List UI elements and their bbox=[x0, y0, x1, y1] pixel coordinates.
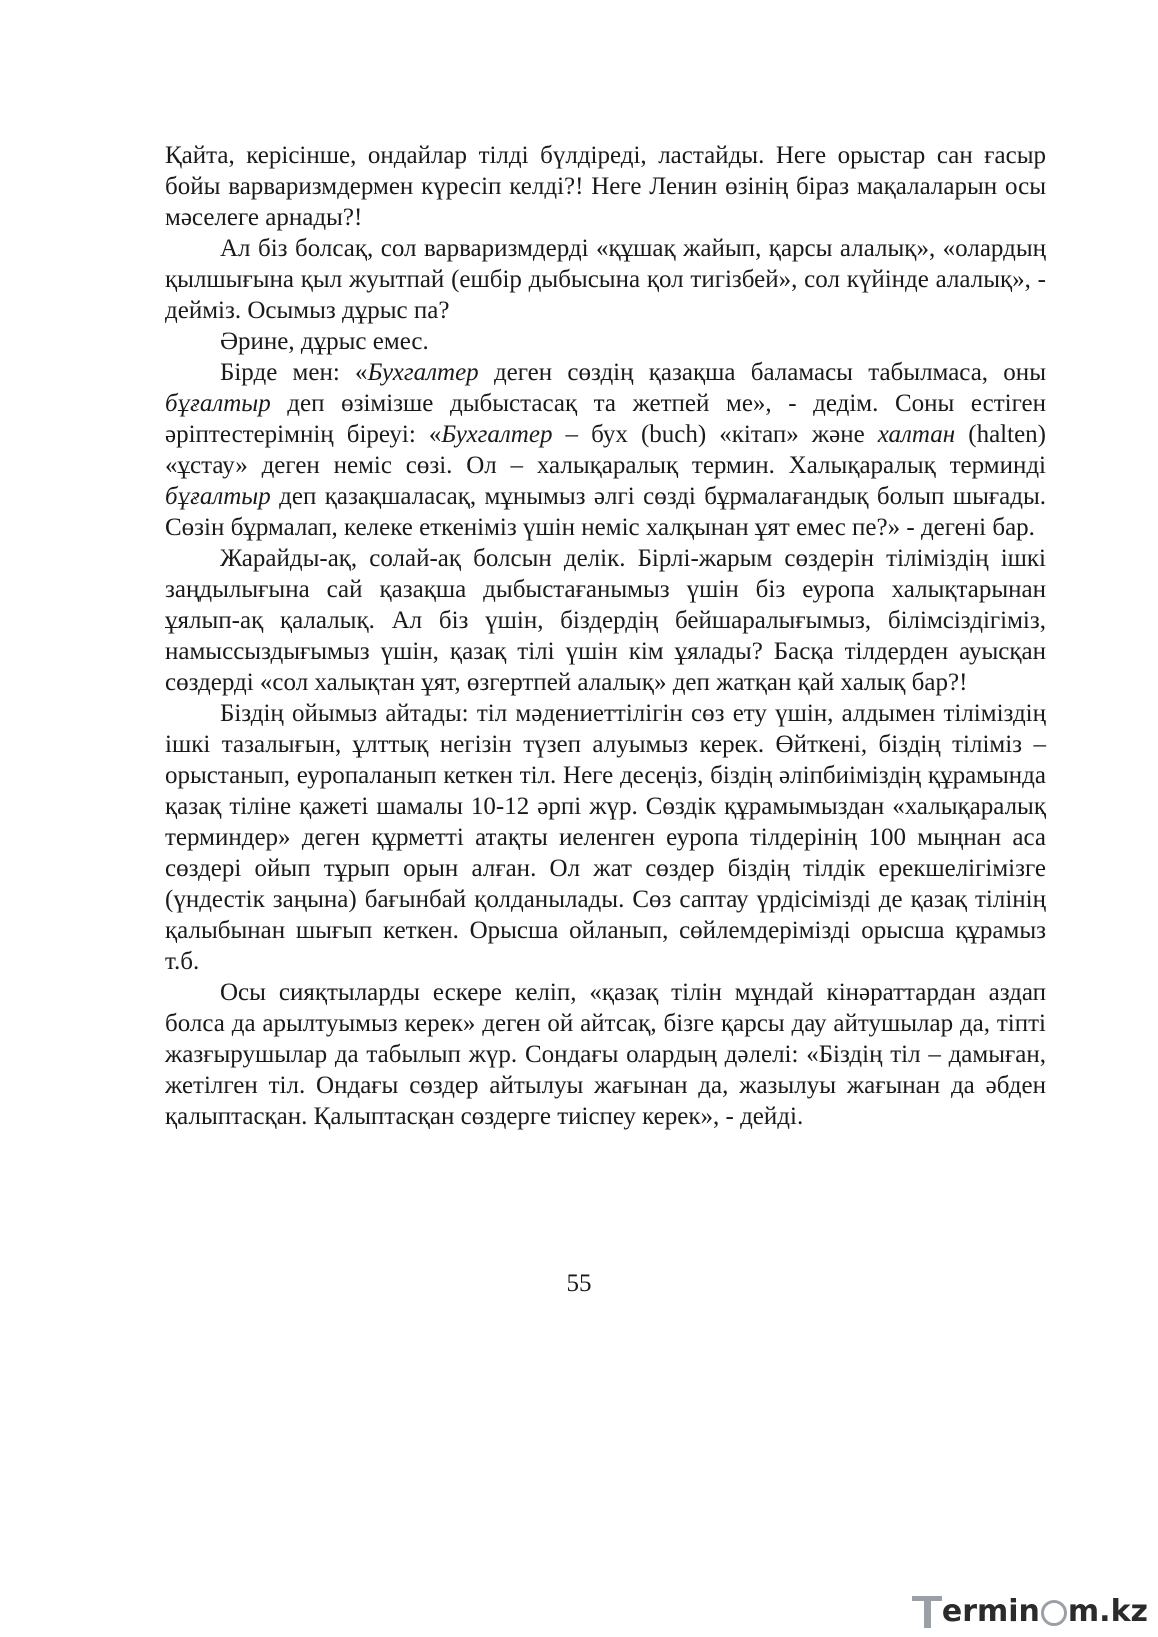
paragraph bbox=[165, 543, 1046, 698]
text-segment: Біздің ойымыз айтады: тіл мәдениеттілігін сөз ету үшін, алдымен тіліміздің ішкі тазалығын, ұлттық негізін түзеп алуымыз керек. Өйткені, біздің тіліміз – орыстанып, еуропаланып кеткен тіл. Неге десеңіз, біздің әліпбиіміздің құрамында қазақ тіліне қажеті шамалы 10-12 әрпі жүр. Сөздік құрамымыздан «халықаралық терминдер» деген құрметті атақты иеленген еуропа тілдерінің 100 мыңнан аса сөздері ойып тұрып орын алған. Ол жат сөздер біздің тілдік ерекшелігімізге (үндестік заңына) бағынбай қолданылады. Сөз саптау үрдісімізді де қазақ тілінің қалыбынан шығып кеткен. Орысша ойланып, сөйлемдерімізді орысша құрамыз т.б. bbox=[165, 700, 1046, 975]
paragraph bbox=[165, 140, 1046, 233]
text-segment: – бух (buch) «кітап» және bbox=[552, 421, 878, 448]
text-segment: деген сөздің қазақша баламасы табылмаса, оны bbox=[478, 359, 1046, 386]
logo-text-part1: ermin bbox=[941, 1593, 1040, 1629]
paragraph bbox=[165, 357, 1046, 543]
text-segment: деп қазақшаласақ, мұнымыз әлгі сөзді бұрмалағандық болып шығады. Сөзін бұрмалап, келеке еткеніміз үшін неміс халқынан ұят емес пе?» - дегені бар. bbox=[165, 483, 1046, 541]
italic-term: Бухгалтер bbox=[367, 359, 479, 386]
paragraph bbox=[165, 698, 1046, 977]
paragraph bbox=[165, 326, 1046, 357]
letter-t-logo-icon bbox=[912, 1592, 942, 1630]
text-segment: (halten) «ұстау» деген неміс сөзі. Ол – халықаралық термин. Халықаралық терминді bbox=[165, 421, 1046, 479]
italic-term: бұғалтыр bbox=[165, 483, 271, 510]
text-segment: Әрине, дұрыс емес. bbox=[220, 328, 429, 355]
logo-text-part2: m.kz bbox=[1067, 1593, 1148, 1629]
page-number: 55 bbox=[566, 1270, 592, 1297]
italic-term: халтан bbox=[877, 421, 956, 448]
text-segment: Бірде мен: « bbox=[220, 359, 368, 386]
paragraph bbox=[165, 977, 1046, 1132]
italic-term: бұғалтыр bbox=[165, 390, 271, 417]
paragraph bbox=[165, 233, 1046, 326]
text-segment: Ал біз болсақ, сол варваризмдерді «құшақ жайып, қарсы алалық», «олардың қылшығына қыл жуытпай (ешбір дыбысына қол тигізбей», сол күйінде алалық», - дейміз. Осымыз дұрыс па? bbox=[165, 235, 1046, 324]
circle-o-logo-icon bbox=[1041, 1600, 1067, 1626]
text-segment: Осы сияқтыларды ескере келіп, «қазақ тілін мұндай кінәраттардан аздап болса да арылтуымыз керек» деген ой айтсақ, бізге қарсы дау айтушылар да, тіпті жазғырушылар да табылып жүр. Сондағы олардың дәлелі: «Біздің тіл – дамыған, жетілген тіл. Ондағы сөздер айтылуы жағынан да, жазылуы жағынан да әбден қалыптасқан. Қалыптасқан сөздерге тиіспеу керек», - дейді. bbox=[165, 979, 1046, 1130]
terminkom-watermark-logo[interactable] bbox=[912, 1589, 1148, 1633]
italic-term: Бухгалтер bbox=[441, 421, 553, 448]
text-segment: Қайта, керісінше, ондайлар тілді бүлдіреді, ластайды. Неге орыстар сан ғасыр бойы варваризмдермен күресіп келді?! Неге Ленин өзінің біраз мақалаларын осы мәселеге арнады?! bbox=[165, 142, 1046, 231]
text-segment: Жарайды-ақ, солай-ақ болсын делік. Бірлі-жарым сөздерін тіліміздің ішкі заңдылығына сай қазақша дыбыстағанымыз үшін біз еуропа халықтарынан ұялып-ақ қалалық. Ал біз үшін, біздердің бейшаралығымыз, білімсіздігіміз, намыссыздығымыз үшін, қазақ тілі үшін кім ұялады? Басқа тілдерден ауысқан сөздерді «сол халықтан ұят, өзгертпей алалық» деп жатқан қай халық бар?! bbox=[165, 545, 1046, 696]
text-segment: деп өзімізше дыбыстасақ та жетпей ме», - дедім. Соны естіген әріптестерімнің біреуі: « bbox=[165, 390, 1046, 448]
body-text bbox=[165, 140, 1046, 1132]
